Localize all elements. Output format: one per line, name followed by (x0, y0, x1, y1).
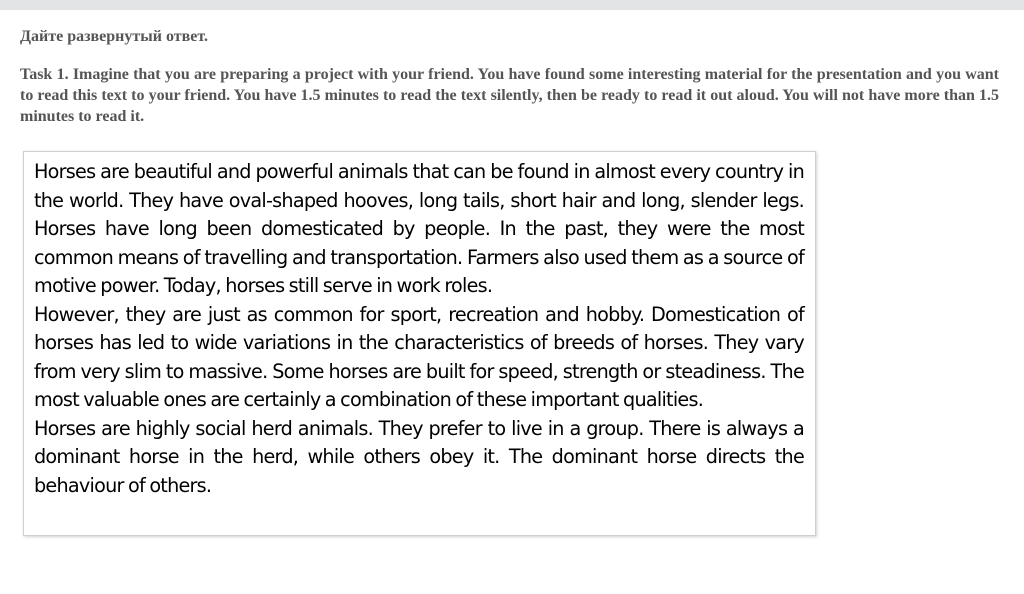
reading-passage (23, 151, 816, 536)
top-bar (0, 0, 1024, 10)
instruction-heading: Дайте развернутый ответ. (20, 28, 208, 45)
passage-paragraph-3: Horses are highly social herd animals. They prefer to live in a group. There is always a dominant horse in the herd, while others obey it. The dominant horse directs the behaviour of others. (34, 416, 804, 497)
passage-paragraph-1: Horses are beautiful and powerful animals that can be found in almost every country in the world. They have oval-shaped hooves, long tails, short hair and long, slender legs. Horses have long been domesticated by people. In the past, they were the most common means of travelling and transportation. Farmers also used them as a source of motive power. Today, horses still serve in work roles. (34, 160, 804, 297)
task-description: Task 1. Imagine that you are preparing a project with your friend. You have found some interesting material for the presentation and you want to read this text to your friend. You have 1.5 minutes to read the text silently, then be ready to read it out aloud. You will not have more than 1.5 minutes to read it. (20, 66, 999, 125)
passage-paragraph-2: However, they are just as common for sport, recreation and hobby. Domestication of horses has led to wide variations in the characteristics of breeds of horses. They vary from very slim to massive. Some horses are built for speed, strength or steadiness. The most valuable ones are certainly a combination of these important qualities. (34, 302, 804, 411)
